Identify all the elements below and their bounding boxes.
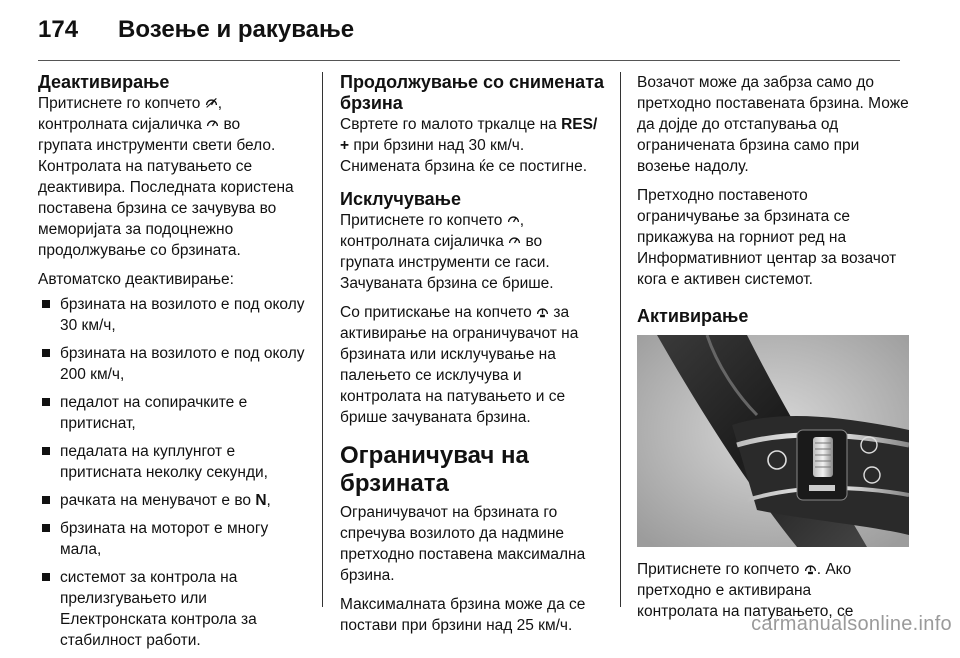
section-heading-off: Исклучување [340,189,462,209]
limiter-paragraph-3: Возачот може да забрза само до претходно поставената брзина. Може да дојде до отстапувања од ограничената брзина само при возење надолу. [637,74,909,175]
deactivation-paragraph: Притиснете го копчето , контролната сијаличка во групата инструменти свети бело. Контролата на патувањето се деактивира. Последната користена поставена брзина се зачувува во меморијата за подоцнежно продолжување со брзината. [38,95,294,259]
auto-deactivation-list [38,294,314,651]
cruise-control-icon [507,213,520,226]
header-divider [38,60,900,61]
cruise-control-icon [206,117,219,130]
limiter-paragraph-1: Ограничувачот на брзината го спречува возилото да надмине претходно поставена максимална брзина. [340,504,586,584]
cruise-control-icon [508,234,521,247]
cruise-control-icon [205,96,218,109]
limiter-switch-paragraph: Со притискање на копчето за активирање на ограничувачот на брзината или исклучување на палењето се исклучува и контролата на патувањето и се брише зачуваната брзина. [340,304,579,426]
list-item: брзината на возилото е под околу 30 км/ч, [38,294,314,336]
off-paragraph: Притиснете го копчето , контролната сијаличка во групата инструменти се гаси. Зачуваната брзина се брише. [340,212,554,292]
page-header [38,10,354,50]
speed-limiter-icon [536,305,549,318]
auto-deactivation-intro: Автоматско деактивирање: [38,271,234,288]
column-3 [637,72,909,630]
list-item: брзината на возилото е под околу 200 км/ч, [38,343,314,385]
section-heading-activation: Активирање [637,306,749,326]
limiter-paragraph-4: Претходно поставеното ограничување за брзината се прикажува на горниот ред на Информативниот центар за возачот кога е активен системот. [637,187,897,288]
column-divider-1 [322,72,323,607]
column-2 [340,72,610,644]
activation-paragraph: Притиснете го копчето . Ако претходно е активирана контролата на патувањето, се [637,561,854,620]
list-item: педалот на сопирачките е притиснат, [38,392,314,434]
chapter-title: Возење и ракување [118,16,355,43]
section-heading-limiter: Ограничувач на брзината [340,442,529,497]
page-number: 174 [38,16,79,43]
list-item: рачката на менувачот е во N, [38,490,314,511]
limiter-paragraph-2: Максималната брзина може да се постави при брзини над 25 км/ч. [340,596,586,634]
list-item: брзината на моторот е многу мала, [38,518,314,560]
speed-limiter-icon [804,562,817,575]
section-heading-deactivation: Деактивирање [38,72,170,92]
watermark: carmanualsonline.info [751,613,952,635]
resume-paragraph: Свртете го малото тркалце на RES/ + при брзини над 30 км/ч. Снимената брзина ќе се постигне. [340,116,598,175]
list-item: педалата на куплунгот е притисната неколку секунди, [38,441,314,483]
list-item: системот за контрола на прелизгувањето или Електронската контрола за стабилност работи. [38,567,314,651]
column-1 [38,72,314,658]
steering-wheel-photo [637,335,909,547]
section-heading-resume: Продолжување со снимената брзина [340,72,605,113]
column-divider-2 [620,72,621,607]
